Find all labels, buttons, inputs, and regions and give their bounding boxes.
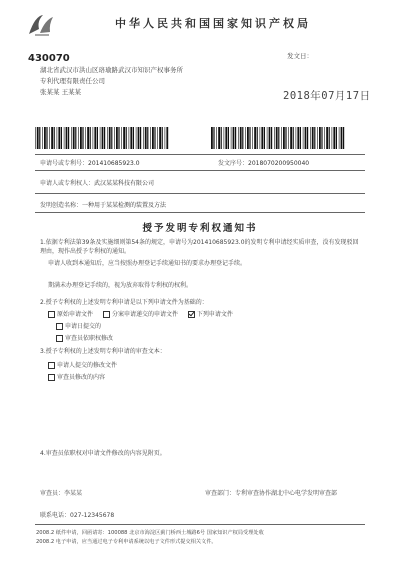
application-number-field: [40, 158, 140, 167]
applicant-label: 申请人或专利权人：: [40, 180, 95, 187]
option-row-1: [48, 309, 233, 318]
issue-date: 2018年07月17日: [283, 90, 371, 102]
option-row-5: [48, 372, 105, 381]
department-field: [205, 488, 337, 497]
issue-date-label: 发文日：: [287, 52, 313, 60]
application-number-label: 申请号或专利号：: [40, 160, 89, 167]
address-line-2: 专利代理有限责任公司: [40, 77, 105, 85]
address-line-1: 湖北省武汉市洪山区珞瑜路武汉市知识产权事务所: [40, 66, 183, 74]
sipo-logo-icon: [26, 12, 56, 38]
checkbox-original: [48, 311, 55, 318]
barcode-right: [211, 127, 346, 149]
phone-number: 027-12345678: [70, 512, 115, 519]
option-original-label: 原始申请文件: [57, 311, 94, 318]
paragraph-3: 期满未办理登记手续的，视为放弃取得专利权的权利。: [48, 282, 193, 289]
examiner-field: [40, 488, 82, 497]
applicant-field: [40, 178, 154, 187]
divider: [35, 154, 365, 155]
footer-note-1: 2008.2 纸件申请，回函请寄：100088 北京市海淀区蓟门桥西土城路6号 国家知识产权局受理处收: [36, 530, 264, 536]
option-examiner-amend-label: 审查员依职权修改: [65, 335, 114, 342]
application-number: 201410685923.0: [88, 160, 140, 167]
applicant-name: 武汉某某科技有限公司: [94, 180, 155, 187]
option-row-4: [48, 360, 117, 369]
examiner-name: 李某某: [64, 490, 83, 497]
serial-number-label: 发文序号：: [218, 160, 249, 167]
postcode: 430070: [28, 53, 70, 64]
department-label: 审查部门：: [205, 490, 236, 497]
option-divisional-label: 分案申请递交的申请文件: [111, 311, 178, 318]
divider: [35, 170, 365, 171]
barcode-left: [35, 127, 170, 149]
office-title: 中华人民共和国国家知识产权局: [115, 17, 311, 30]
phone-label: 联系电话：: [40, 512, 71, 519]
checkbox-examiner-amend: [56, 335, 63, 342]
option-row-3: [56, 333, 113, 342]
option-row-2: [56, 321, 101, 330]
divider: [35, 212, 365, 213]
invention-title: 一种用于某某检测的装置及方法: [82, 202, 167, 209]
paragraph-2: 申请人收到本通知后，应当按照办理登记手续通知书的要求办理登记手续。: [48, 260, 247, 267]
paragraph-5: 3.授予专利权的上述发明专利申请的审查文本：: [40, 348, 166, 355]
serial-number: 2018070200950040: [248, 160, 310, 167]
address-line-3: 张某某 王某某: [40, 88, 82, 96]
footer-note-2: 2008.2 电子申请，应当通过电子专利申请系统以电子文件形式提交相关文件。: [36, 539, 217, 545]
option-amended-files-label: 申请人提交的修改文件: [57, 362, 118, 369]
checkbox-divisional: [103, 311, 110, 318]
closing-paragraph: 4.审查员依职权对申请文件修改的内容见附页。: [40, 450, 166, 457]
invention-title-field: [40, 200, 166, 209]
option-filing-date-label: 申请日提交的: [65, 323, 102, 330]
divider: [35, 193, 365, 194]
department-name: 专利审查协作湖北中心电学发明审查部: [235, 490, 338, 497]
checkbox-amended-files: [48, 362, 55, 369]
invention-title-label: 发明创造名称：: [40, 202, 83, 209]
checkbox-filing-date: [56, 323, 63, 330]
option-listed-label: 下列申请文件: [196, 311, 233, 318]
examiner-label: 审查员：: [40, 490, 65, 497]
notice-title: 授予发明专利权通知书: [142, 223, 258, 234]
divider: [35, 524, 365, 525]
checkbox-examiner-changes: [48, 374, 55, 381]
paragraph-4: 2.授予专利权的上述发明专利申请是以下列申请文件为基础的：: [40, 299, 208, 306]
checkbox-listed-files: [188, 311, 195, 318]
option-examiner-changes-label: 审查员修改的内容: [57, 374, 106, 381]
serial-number-field: [218, 158, 309, 167]
phone-field: [40, 510, 114, 519]
paragraph-1: 1.依据专利法第39条及实施细则第54条的规定，申请号为201410685923.0的发明专利申请经实质审查，没有发现驳回理由，现作出授予专利权的通知。: [40, 239, 359, 255]
